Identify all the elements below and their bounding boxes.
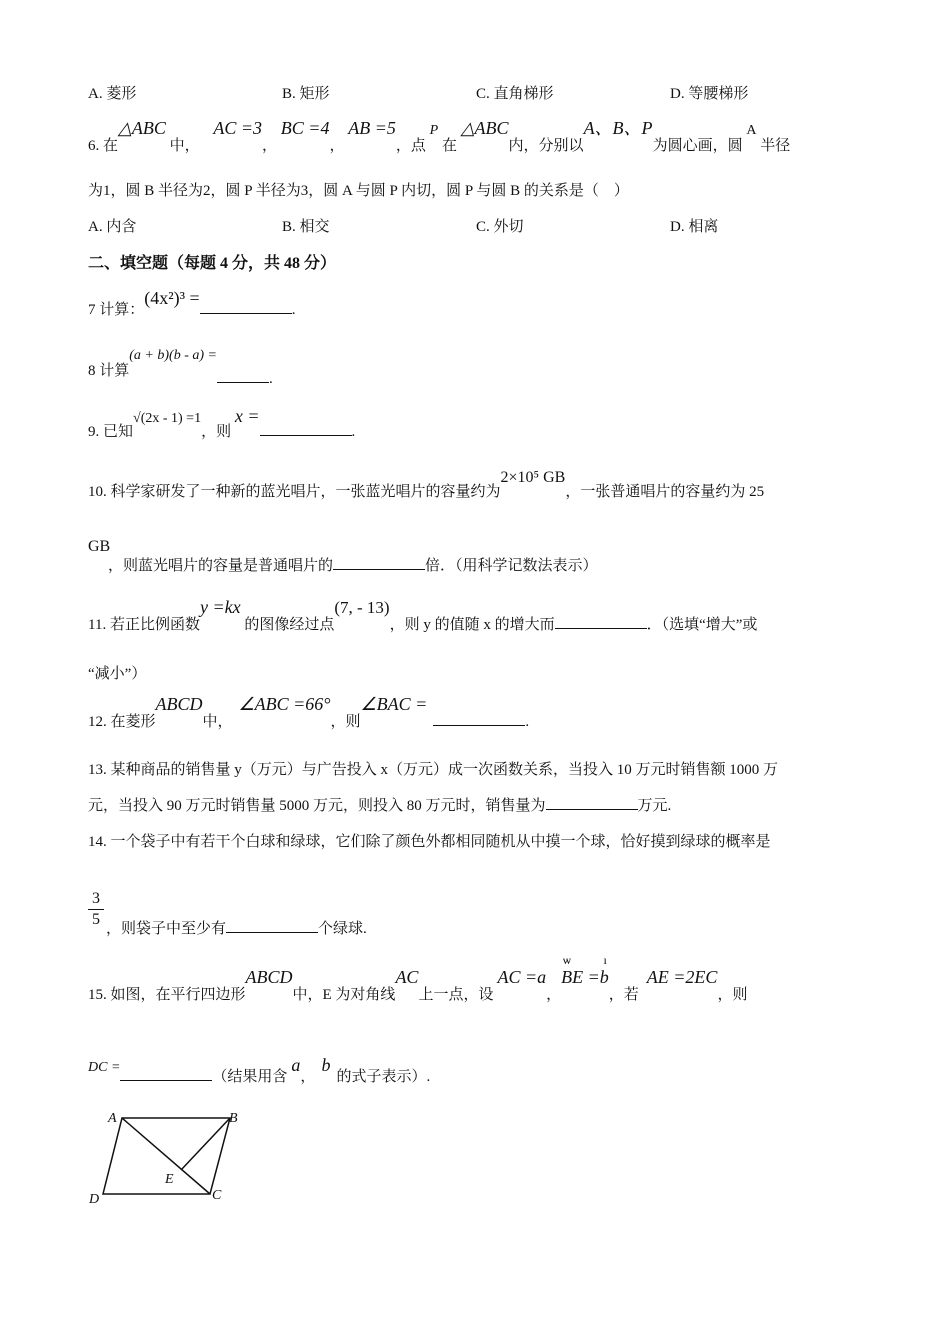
fraction-three-fifths: 3 5 (88, 890, 104, 929)
vector-be: ѡ ı BE =b (561, 953, 609, 987)
label-b: B (229, 1111, 238, 1126)
question-13-line2: 元，当投入 90 万元时销售量 5000 万元，则投入 80 万元时，销售量为 万元. (88, 798, 672, 814)
label-c: C (212, 1188, 222, 1203)
question-10-gb: GB (88, 538, 111, 555)
q6-option-b: B. 相交 (282, 219, 330, 235)
question-15-line2: DC =（结果用含a，b的式子表示）. (88, 1055, 431, 1085)
question-13-line1: 13. 某种商品的销售量 y（万元）与广告投入 x（万元）成一次函数关系，当投入 10 万元时销售额 1000 万 (88, 762, 779, 778)
question-6-line1: 6. 在△ABC 中， AC =3， BC =4， AB =5，点 P 在 △ABC内，分别以A、B、P为圆心画，圆 A 半径 (88, 118, 791, 154)
q5-option-c: C. 直角梯形 (476, 86, 554, 102)
question-10-line1: 10. 科学家研发了一种新的蓝光唱片，一张蓝光唱片的容量约为2×10⁵ GB，一张普通唱片的容量约为 25 (88, 469, 765, 500)
q6-option-d: D. 相离 (670, 219, 719, 235)
label-d: D (89, 1192, 100, 1207)
question-15-line1: 15. 如图，在平行四边形ABCD中，E 为对角线AC上一点，设AC =a， ѡ ı BE =b，若AE =2EC，则 (88, 953, 748, 1003)
q6-option-c: C. 外切 (476, 219, 524, 235)
question-10-line2: ，则蓝光唱片的容量是普通唱片的 倍．（用科学记数法表示） (108, 558, 598, 574)
question-7: 7 计算：(4x²)³ =. (88, 288, 296, 318)
q5-option-a: A. 菱形 (88, 86, 137, 102)
parallelogram-figure (85, 1105, 255, 1210)
question-12: 12. 在菱形ABCD中，∠ABC =66°，则∠BAC =. (88, 694, 530, 730)
q6-option-a: A. 内含 (88, 219, 137, 235)
q5-option-d: D. 等腰梯形 (670, 86, 749, 102)
question-14-line1: 14. 一个袋子中有若干个白球和绿球，它们除了颜色外都相同随机从中摸一个球，恰好摸到绿球的概率是 (88, 834, 771, 850)
question-11-line2: “减小”） (88, 666, 147, 682)
section-2-heading: 二、填空题（每题 4 分，共 48 分） (88, 255, 337, 272)
question-8: 8 计算(a + b)(b - a) =. (88, 348, 273, 387)
question-14-line2: ，则袋子中至少有 个绿球. (106, 921, 367, 937)
question-6-line2: 为1，圆 B 半径为2，圆 P 半径为3，圆 A 与圆 P 内切，圆 P 与圆 B 的关系是（ ） (88, 183, 629, 199)
q5-option-b: B. 矩形 (282, 86, 330, 102)
question-11-line1: 11. 若正比例函数y =kx 的图像经过点(7, - 13)，则 y 的值随 x 的增大而 ．（选填“增大”或 (88, 597, 758, 633)
label-e: E (165, 1172, 174, 1187)
label-a: A (108, 1111, 117, 1126)
question-9: 9. 已知√(2x - 1) =1，则 x =. (88, 406, 356, 440)
